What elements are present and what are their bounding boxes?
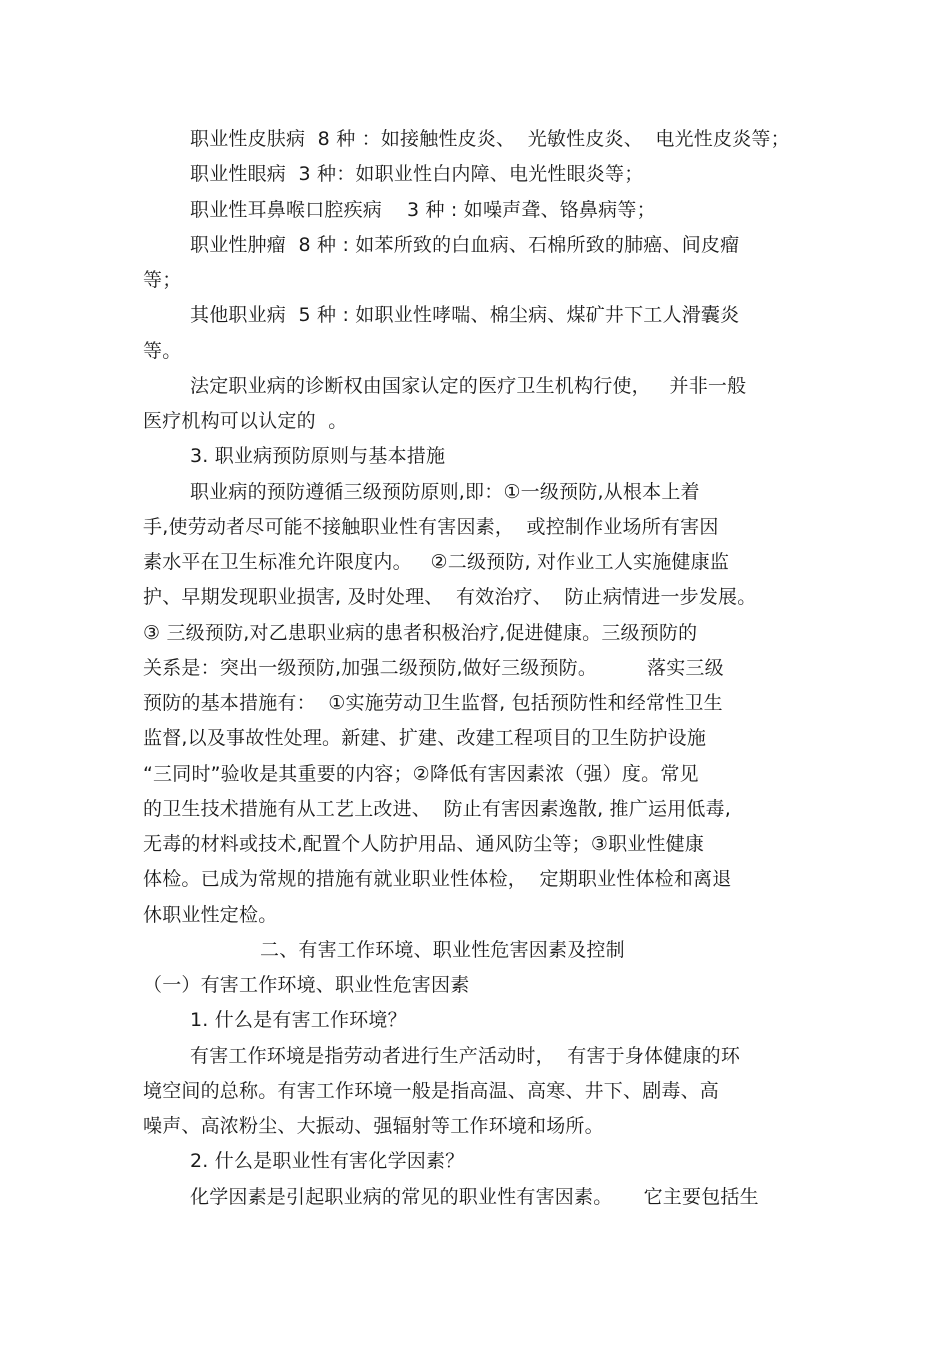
text-line: “三同时”验收是其重要的内容；②降低有害因素浓（强）度。常见 <box>143 763 699 785</box>
chapter-heading: 二、有害工作环境、职业性危害因素及控制 <box>260 939 625 961</box>
text-line: 关系是：突出一级预防,加强二级预防,做好三级预防。 落实三级 <box>143 657 724 679</box>
text-line: 噪声、高浓粉尘、大振动、强辐射等工作环境和场所。 <box>143 1115 604 1137</box>
text-line: ③ 三级预防,对乙患职业病的患者积极治疗,促进健康。三级预防的 <box>143 622 698 644</box>
text-line: 体检。已成为常规的措施有就业职业性体检， 定期职业性体检和离退 <box>143 868 732 890</box>
text-line: 预防的基本措施有： ①实施劳动卫生监督, 包括预防性和经常性卫生 <box>143 692 723 714</box>
text-line: 休职业性定检。 <box>143 904 278 926</box>
question-heading: 1. 什么是有害工作环境？ <box>190 1009 407 1031</box>
subsection-heading: （一）有害工作环境、职业性危害因素 <box>143 974 470 996</box>
text-line: 护、早期发现职业损害, 及时处理、 有效治疗、 防止病情进一步发展。 <box>143 586 757 608</box>
text-line: 职业病的预防遵循三级预防原则,即：①一级预防,从根本上着 <box>190 481 700 503</box>
text-line: 等； <box>143 269 182 291</box>
text-line: 职业性耳鼻喉口腔疾病 3 种 : 如噪声聋、铬鼻病等； <box>190 199 656 221</box>
text-line: 的卫生技术措施有从工艺上改进、 防止有害因素逸散, 推广运用低毒, <box>143 798 731 820</box>
question-heading: 2. 什么是职业性有害化学因素？ <box>190 1150 465 1172</box>
text-line: 医疗机构可以认定的 。 <box>143 410 348 432</box>
text-line: 其他职业病 5 种 : 如职业性哮喘、棉尘病、煤矿井下工人滑囊炎 <box>190 304 740 326</box>
text-line: 化学因素是引起职业病的常见的职业性有害因素。 它主要包括生 <box>190 1186 759 1208</box>
text-line: 无毒的材料或技术,配置个人防护用品、通风防尘等；③职业性健康 <box>143 833 705 855</box>
text-line: 有害工作环境是指劳动者进行生产活动时， 有害于身体健康的环 <box>190 1045 741 1067</box>
text-line: 职业性肿瘤 8 种 : 如苯所致的白血病、石棉所致的肺癌、间皮瘤 <box>190 234 740 256</box>
text-line: 职业性皮肤病 8 种 ：如接触性皮炎、 光敏性皮炎、 电光性皮炎等； <box>190 128 790 150</box>
text-line: 手,使劳动者尽可能不接触职业性有害因素， 或控制作业场所有害因 <box>143 516 719 538</box>
text-line: 监督,以及事故性处理。新建、扩建、改建工程项目的卫生防护设施 <box>143 727 707 749</box>
text-line: 等。 <box>143 340 182 362</box>
text-line: 境空间的总称。有害工作环境一般是指高温、高寒、井下、剧毒、高 <box>143 1080 720 1102</box>
section-heading: 3. 职业病预防原则与基本措施 <box>190 445 446 467</box>
text-line: 职业性眼病 3 种：如职业性白内障、电光性眼炎等； <box>190 163 644 185</box>
text-line: 素水平在卫生标准允许限度内。 ②二级预防, 对作业工人实施健康监 <box>143 551 730 573</box>
text-line: 法定职业病的诊断权由国家认定的医疗卫生机构行使， 并非一般 <box>190 375 747 397</box>
